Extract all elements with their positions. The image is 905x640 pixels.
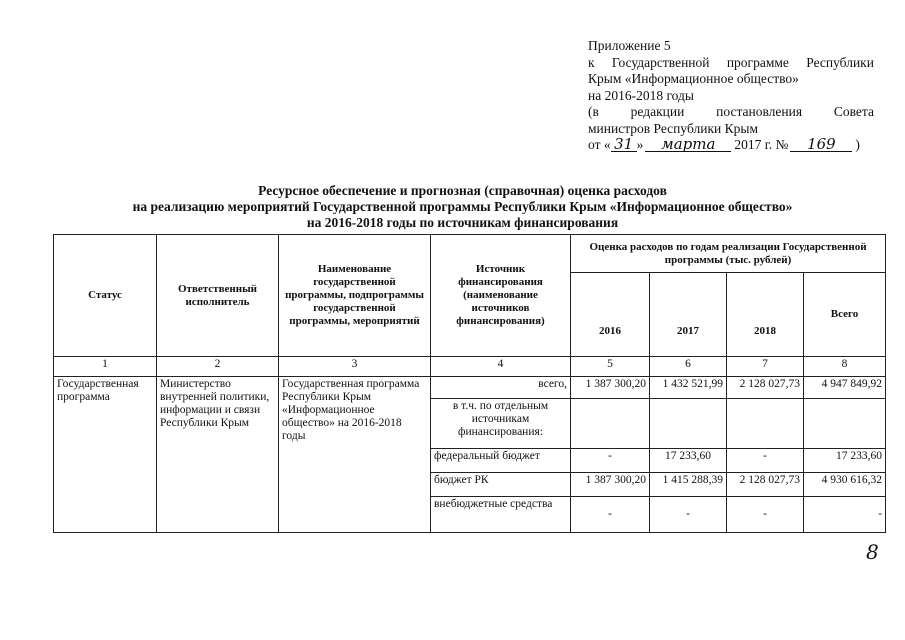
col-number: 8: [804, 357, 886, 377]
handwritten-number: 169: [790, 137, 852, 152]
table-row: [54, 377, 886, 399]
value-2016: -: [571, 449, 650, 473]
word: к: [588, 54, 595, 70]
header-status: Статус: [54, 235, 157, 357]
header-row-1: [54, 235, 886, 273]
source-cell: федеральный бюджет: [431, 449, 571, 473]
value-2016: [571, 399, 650, 449]
executor-cell: Министерство внутренней политики, информации и связи Республики Крым: [157, 377, 279, 533]
column-number-row: [54, 357, 886, 377]
word: (в: [588, 104, 599, 119]
date-prefix: от «: [588, 137, 611, 152]
header-name: Наименование государственной программы, подпрограммы государственной программы, мероприятий: [279, 235, 431, 357]
title-line-1: Ресурсное обеспечение и прогнозная (справочная) оценка расходов: [258, 183, 667, 198]
value-2018: 2 128 027,73: [727, 473, 804, 497]
value-2017: 1 415 288,39: [650, 473, 727, 497]
value-2018: 2 128 027,73: [727, 377, 804, 399]
value-total: 4 930 616,32: [804, 473, 886, 497]
decree-date-line: [588, 137, 874, 154]
value-total: [804, 399, 886, 449]
value-2018: -: [727, 449, 804, 473]
value-2018: -: [727, 497, 804, 533]
appendix-title: Приложение 5: [588, 38, 671, 53]
col-number: 5: [571, 357, 650, 377]
value-2018: [727, 399, 804, 449]
col-number: 4: [431, 357, 571, 377]
header-source: Источник финансирования (наименование источников финансирования): [431, 235, 571, 357]
page-number: 8: [866, 540, 879, 564]
title-line-3: на 2016-2018 годы по источникам финансирования: [306, 215, 619, 230]
header-total: Всего: [804, 273, 886, 357]
value-2017: 17 233,60: [650, 449, 727, 473]
appendix-line-program-name: Крым «Информационное общество»: [588, 71, 799, 86]
year-text: 2017 г. №: [734, 137, 789, 152]
header-2017: 2017: [650, 273, 727, 357]
col-number: 6: [650, 357, 727, 377]
value-2017: -: [650, 497, 727, 533]
col-number: 2: [157, 357, 279, 377]
word: Республики: [806, 54, 874, 70]
value-total: -: [804, 497, 886, 533]
document-title: [40, 183, 885, 231]
appendix-block: [588, 38, 874, 154]
source-cell: всего,: [431, 377, 571, 399]
header-2016: 2016: [571, 273, 650, 357]
status-cell: Государственная программа: [54, 377, 157, 533]
header-estimate: Оценка расходов по годам реализации Государственной программы (тыс. рублей): [571, 235, 886, 273]
value-total: 4 947 849,92: [804, 377, 886, 399]
value-2016: 1 387 300,20: [571, 473, 650, 497]
value-2017: 1 432 521,99: [650, 377, 727, 399]
header-2018: 2018: [727, 273, 804, 357]
appendix-line-council: министров Республики Крым: [588, 120, 758, 136]
value-2017: [650, 399, 727, 449]
word: постановления: [716, 104, 803, 119]
financing-table: [53, 234, 886, 533]
value-2016: -: [571, 497, 650, 533]
word: редакции: [630, 104, 685, 119]
title-line-2: на реализацию мероприятий Государственной программы Республики Крым «Информационное общество»: [132, 199, 793, 214]
col-number: 7: [727, 357, 804, 377]
date-quote: »: [636, 137, 644, 152]
handwritten-day: 31: [611, 137, 637, 152]
word: Совета: [833, 104, 874, 119]
col-number: 3: [279, 357, 431, 377]
program-name-cell: Государственная программа Республики Крым «Информационное общество» на 2016-2018 годы: [279, 377, 431, 533]
value-2016: 1 387 300,20: [571, 377, 650, 399]
header-executor: Ответственный исполнитель: [157, 235, 279, 357]
source-cell: бюджет РК: [431, 473, 571, 497]
appendix-line-years: на 2016-2018 годы: [588, 87, 694, 103]
word: программе: [726, 54, 789, 70]
close-paren: ): [855, 137, 860, 152]
col-number: 1: [54, 357, 157, 377]
handwritten-month: марта: [645, 137, 731, 152]
source-cell: внебюджетные средства: [431, 497, 571, 533]
appendix-line-program: [588, 55, 874, 72]
word: Государственной: [611, 54, 710, 70]
source-cell: в т.ч. по отдельным источникам финансирования:: [431, 399, 571, 449]
appendix-line-edition: [588, 104, 874, 121]
value-total: 17 233,60: [804, 449, 886, 473]
